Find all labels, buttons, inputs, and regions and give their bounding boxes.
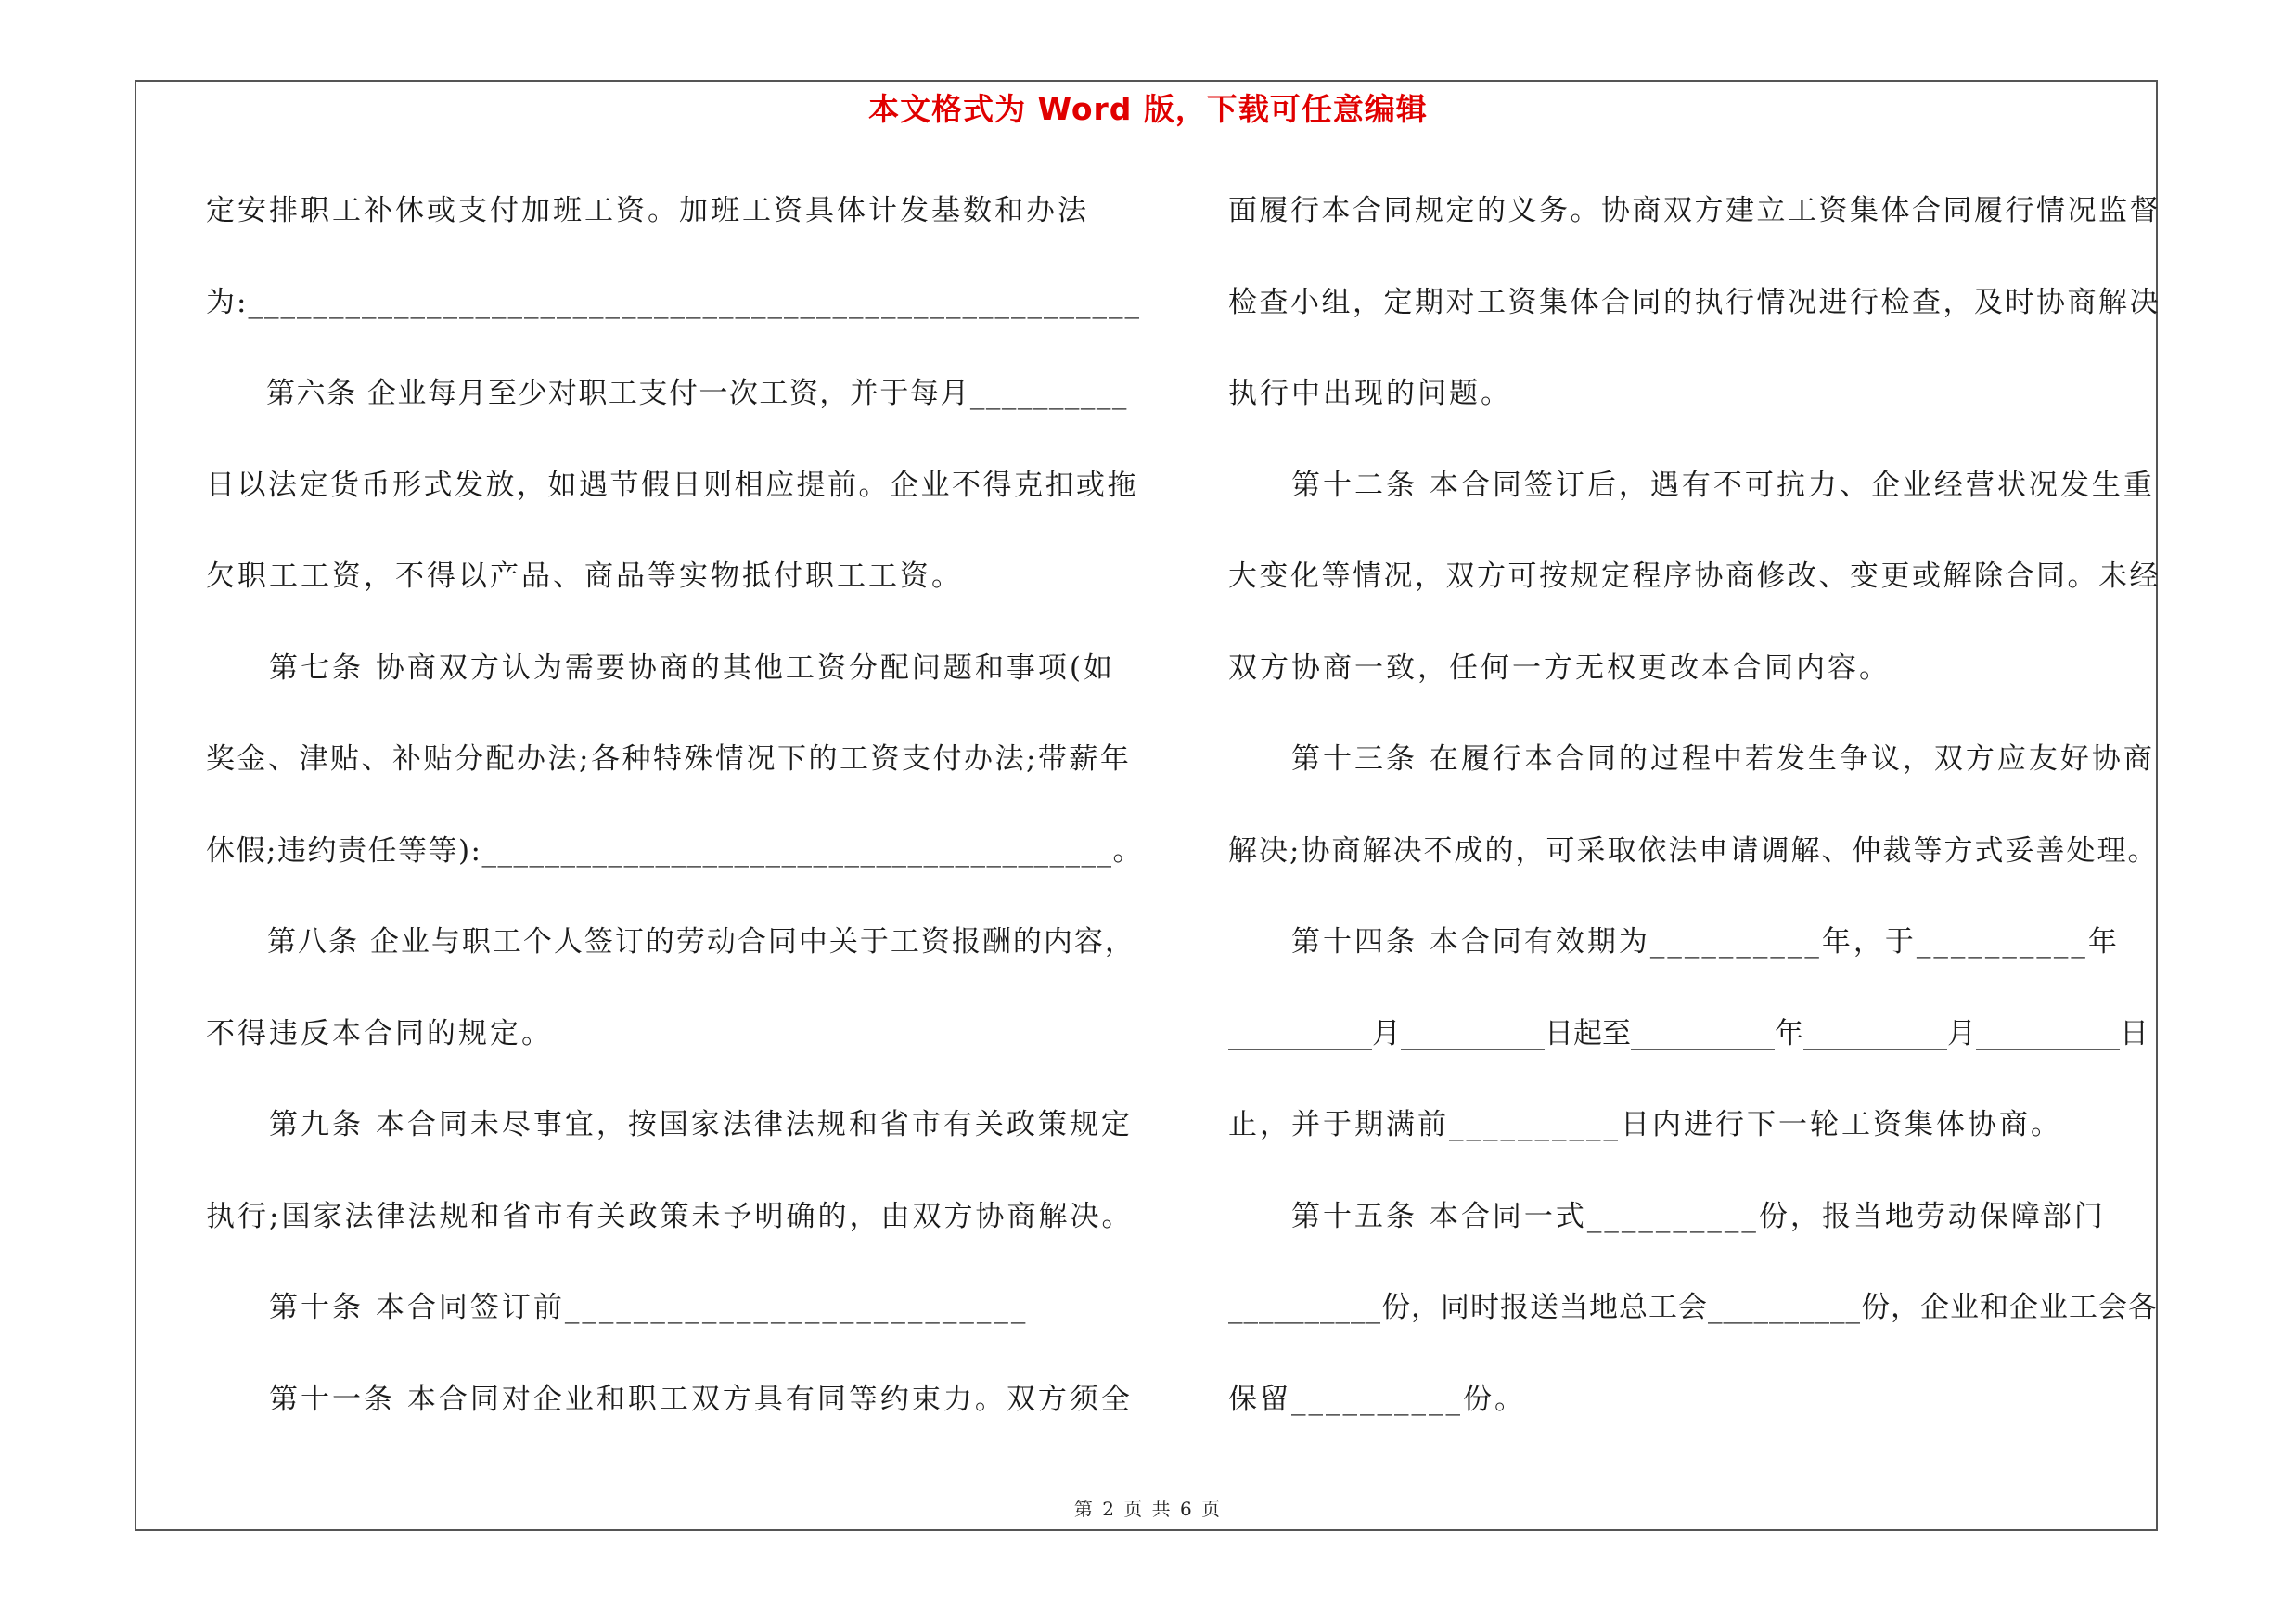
text-line: 奖金、津贴、补贴分配办法;各种特殊情况下的工资支付办法;带薪年 bbox=[206, 742, 1132, 776]
text-line: 保留__________份。 bbox=[1228, 1382, 1526, 1416]
text-line: 休假;违约责任等等):________________________________________。 bbox=[206, 833, 1143, 868]
text-line: 止，并于期满前__________日内进行下一轮工资集体协商。 bbox=[1228, 1108, 2062, 1141]
text-line: 为:_______________________________________________________ bbox=[206, 285, 1141, 319]
text-line: 日以法定货币形式发放，如遇节假日则相应提前。企业不得克扣或拖 bbox=[206, 468, 1138, 502]
right-column bbox=[1228, 182, 2165, 1462]
text-line: __________月__________日起至__________年__________月__________日 bbox=[1228, 1016, 2148, 1050]
text-line: 大变化等情况，双方可按规定程序协商修改、变更或解除合同。未经 bbox=[1228, 560, 2161, 593]
text-line: 执行;国家法律法规和省市有关政策未予明确的，由双方协商解决。 bbox=[206, 1199, 1134, 1233]
text-line: 第七条 协商双方认为需要协商的其他工资分配问题和事项(如 bbox=[206, 650, 1115, 685]
text-line: 定安排职工补休或支付加班工资。加班工资具体计发基数和办法 bbox=[206, 194, 1089, 227]
left-column bbox=[206, 182, 1143, 1462]
text-line: 第十三条 在履行本合同的过程中若发生争议，双方应友好协商 bbox=[1228, 742, 2155, 776]
text-line: 欠职工工资，不得以产品、商品等实物抵付职工工资。 bbox=[206, 560, 963, 593]
text-line: 第十二条 本合同签订后，遇有不可抗力、企业经营状况发生重 bbox=[1228, 468, 2155, 502]
format-banner: 本文格式为 Word 版，下载可任意编辑 bbox=[868, 91, 1428, 127]
text-line: __________份，同时报送当地总工会__________份，企业和企业工会各 bbox=[1228, 1291, 2158, 1324]
text-line: 第十条 本合同签订前___________________________ bbox=[206, 1291, 1029, 1324]
text-line: 双方协商一致，任何一方无权更改本合同内容。 bbox=[1228, 650, 1891, 685]
text-line: 第十一条 本合同对企业和职工双方具有同等约束力。双方须全 bbox=[206, 1382, 1133, 1416]
text-line: 第十四条 本合同有效期为__________年，于__________年 bbox=[1228, 925, 2120, 959]
text-line: 执行中出现的问题。 bbox=[1228, 377, 1512, 410]
text-line: 第九条 本合同未尽事宜，按国家法律法规和省市有关政策规定 bbox=[206, 1108, 1133, 1141]
text-line: 解决;协商解决不成的，可采取依法申请调解、仲裁等方式妥善处理。 bbox=[1228, 833, 2159, 868]
page-number: 第 2 页 共 6 页 bbox=[1073, 1498, 1223, 1520]
text-line: 第十五条 本合同一式__________份，报当地劳动保障部门 bbox=[1228, 1199, 2106, 1233]
text-line: 第八条 企业与职工个人签订的劳动合同中关于工资报酬的内容， bbox=[206, 925, 1135, 959]
text-line: 第六条 企业每月至少对职工支付一次工资，并于每月__________ bbox=[206, 377, 1128, 410]
text-line: 面履行本合同规定的义务。协商双方建立工资集体合同履行情况监督 bbox=[1228, 194, 2161, 227]
text-line: 不得违反本合同的规定。 bbox=[206, 1016, 553, 1050]
text-line: 检查小组，定期对工资集体合同的执行情况进行检查，及时协商解决 bbox=[1228, 285, 2161, 319]
